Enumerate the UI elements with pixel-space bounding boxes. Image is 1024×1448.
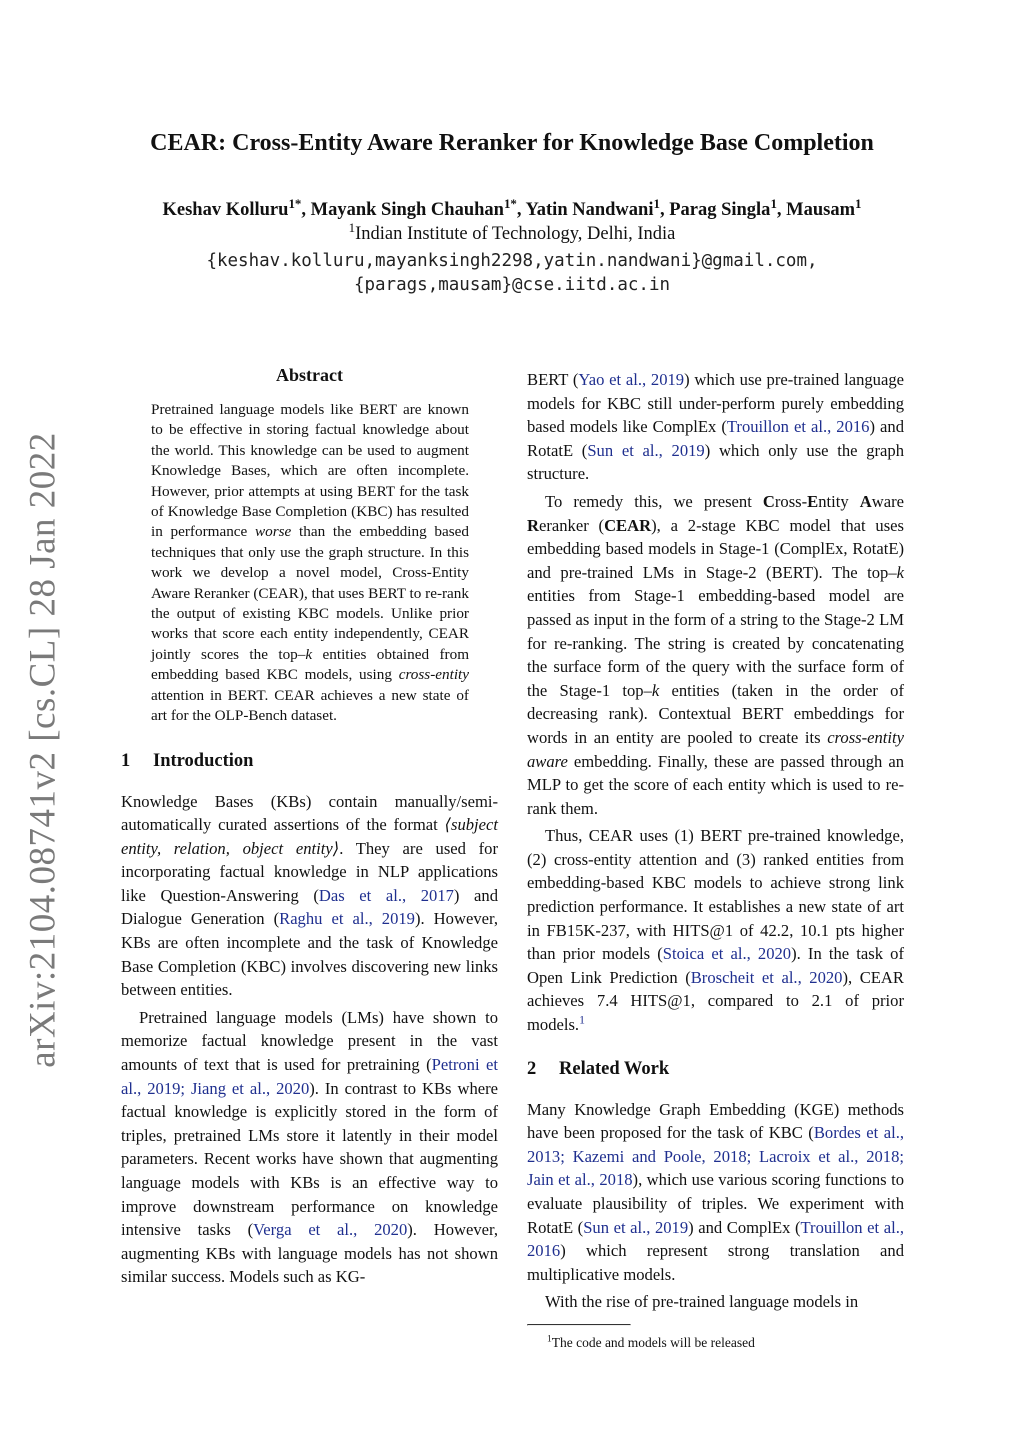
affiliation	[0, 219, 1024, 245]
email-line-2: {parags,mausam}@cse.iitd.ac.in	[353, 275, 671, 295]
paper-title: CEAR: Cross-Entity Aware Reranker for Knowledge Base Completion	[150, 130, 874, 156]
footnote-num: 1	[547, 1334, 552, 1345]
intro-paragraph-1: Knowledge Bases (KBs) contain manually/semi-automatically curated assertions of the format ⟨subject entity, relation, object entity⟩. They are used for incorporating factual knowledge in NLP applications like Question-Answering (Das et al., 2017) and Dialogue Generation (Raghu et al., 2019). However, KBs are often incomplete and the task of Knowledge Base Completion (KBC) involves discovering new links between entities.	[121, 791, 499, 1000]
citation-link[interactable]: Stoica et al., 2020	[662, 944, 792, 964]
author-sup: 1	[770, 195, 777, 211]
citation-link[interactable]: Sun et al., 2019	[583, 1217, 689, 1237]
footnote-text: The code and models will be released	[551, 1334, 755, 1350]
right-paragraph-1: BERT (Yao et al., 2019) which use pre-trained language models for KBC still under-perform purely embedding based models like ComplEx (Trouillon et al., 2016) and RotatE (Sun et al., 2019) which only use the graph structure.	[527, 370, 905, 484]
citation-link[interactable]: Sun et al., 2019	[587, 440, 705, 460]
author-sup: 1*	[503, 195, 517, 211]
author-name: Yatin Nandwani	[525, 200, 654, 220]
affiliation-text: Indian Institute of Technology, Delhi, India	[355, 224, 676, 244]
right-column	[527, 368, 904, 1352]
intro-paragraph-2: Pretrained language models (LMs) have shown to memorize factual knowledge present in the vast amounts of text that is used for pretraining (Petroni et al., 2019; Jiang et al., 2020). In contrast to KBs where factual knowledge is explicitly stored in the form of triples, pretrained LMs store it latently in their model parameters. Recent works have shown that augmenting language models with KBs is an effective way to improve downstream performance on knowledge intensive tasks (Verga et al., 2020). However, augmenting KBs with language models has not shown similar success. Models such as KG-	[121, 1007, 499, 1287]
citation-link[interactable]: Broscheit et al., 2020	[690, 967, 843, 987]
citation-link[interactable]: Petroni et al., 2019; Jiang et al., 2020	[121, 1055, 498, 1098]
citation-link[interactable]: Verga et al., 2020	[253, 1220, 408, 1240]
footnote-marker[interactable]: 1	[579, 1013, 585, 1027]
section-heading-related-work: 2 Related Work	[527, 1058, 670, 1079]
citation-link[interactable]: Das et al., 2017	[318, 885, 454, 905]
related-paragraph-1: Many Knowledge Graph Embedding (KGE) methods have been proposed for the task of KBC (Bordes et al., 2013; Kazemi and Poole, 2018; Lacroix et al., 2018; Jain et al., 2018), which use various scoring functions to evaluate plausibility of triples. We experiment with RotatE (Sun et al., 2019) and ComplEx (Trouillon et al., 2016) which represent strong translation and multiplicative models.	[527, 1099, 904, 1284]
abstract-body: Pretrained language models like BERT are known to be effective in storing factual knowledge about the world. This knowledge can be used to augment Knowledge Bases, which are often incomplete. However, prior attempts at using BERT for the task of Knowledge Base Completion (KBC) has resulted in performance worse than the embedding based techniques that only use the graph structure. In this work we develop a novel model, Cross-Entity Aware Reranker (CEAR), that uses BERT to re-rank the output of existing KBC models. Unlike prior works that score each entity independently, CEAR jointly scores the top–k entities obtained from embedding based KBC models, using cross-entity attention in BERT. CEAR achieves a new state of art for the OLP-Bench dataset.	[151, 401, 470, 725]
author-sup: 1	[653, 195, 660, 211]
author-name: Parag Singla	[669, 200, 771, 220]
footnote	[527, 1334, 904, 1352]
citation-link[interactable]: Trouillon et al., 2016	[726, 417, 870, 437]
arxiv-sidebar	[8, 432, 78, 1068]
arxiv-id: arXiv:2104.08741v2 [cs.CL] 28 Jan 2022	[22, 432, 64, 1068]
right-paragraph-3: Thus, CEAR uses (1) BERT pre-trained knowledge, (2) cross-entity attention and (3) ranked entities from embedding-based KBC models to achieve strong link prediction performance. It establishes a new state of art in FB15K-237, with HITS@1 of 42.2, 10.1 pts higher than prior models (Stoica et al., 2020). In the task of Open Link Prediction (Broscheit et al., 2020), CEAR achieves 7.4 HITS@1, compared to 2.1 of prior models.$^1$	[527, 826, 905, 1035]
citation-link[interactable]: Raghu et al., 2019	[279, 909, 415, 929]
author-name: Mausam	[786, 200, 856, 220]
related-paragraph-2: With the rise of pre-trained language models in	[545, 1292, 859, 1312]
citation-link[interactable]: Yao et al., 2019	[578, 370, 685, 389]
email-line-1: {keshav.kolluru,mayanksingh2298,yatin.nandwani}@gmail.com,	[206, 251, 818, 271]
author-sup: 1*	[288, 195, 302, 211]
section-heading-introduction: 1 Introduction	[121, 750, 254, 771]
left-column	[121, 365, 498, 1289]
author-name: Keshav Kolluru	[162, 200, 289, 220]
right-paragraph-2: To remedy this, we present Cross-Entity Aware Reranker (CEAR), a 2-stage KBC model that uses embedding based models in Stage-1 (ComplEx, RotatE) and pre-trained LMs in Stage-2 (BERT). The top–k entities from Stage-1 embedding-based model are passed as input in the form of a string to the Stage-2 LM for re-ranking. The string is created by concatenating the surface form of the query with the surface form of the Stage-1 top–k entities (taken in the order of decreasing rank). Contextual BERT embeddings for words in an entity are pooled to create its cross-entity aware embedding. Finally, these are passed through an MLP to get the score of each entity which is used to re-rank them.	[527, 491, 905, 818]
abstract-heading: Abstract	[276, 365, 343, 385]
affiliation-sup: 1	[348, 219, 356, 235]
citation-link[interactable]: Bordes et al., 2013; Kazemi and Poole, 2018; Lacroix et al., 2018; Jain et al., 2018	[527, 1123, 904, 1190]
footnote-rule	[527, 1324, 631, 1326]
author-name: Mayank Singh Chauhan	[310, 200, 504, 220]
author-sup: 1	[855, 195, 862, 211]
author-list: Keshav Kolluru$^{1*}$, Mayank Singh Chauhan$^{1*}$, Yatin Nandwani$^1$, Parag Singla$^1$, Mausam$^1$	[162, 195, 862, 220]
citation-link[interactable]: Trouillon et al., 2016	[527, 1217, 904, 1261]
